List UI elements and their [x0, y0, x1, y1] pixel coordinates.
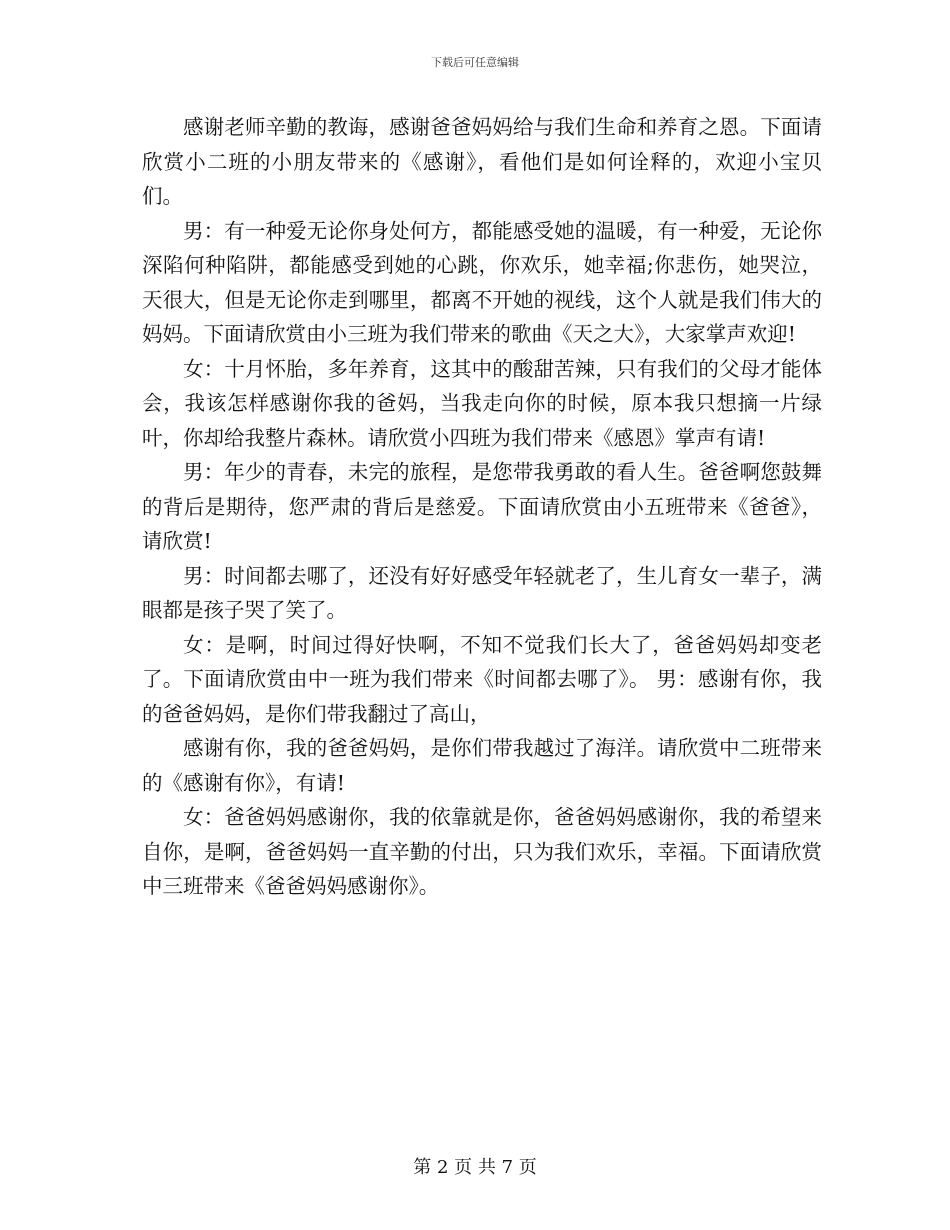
paragraph-6: 女：是啊，时间过得好快啊，不知不觉我们长大了，爸爸妈妈却变老了。下面请欣赏由中一班为我们带来《时间都去哪了》。 男：感谢有你，我的爸爸妈妈，是你们带我翻过了高山，: [142, 632, 822, 726]
paragraph-1: 感谢老师辛勤的教诲，感谢爸爸妈妈给与我们生命和养育之恩。下面请欣赏小二班的小朋友带来的《感谢》，看他们是如何诠释的，欢迎小宝贝们。: [142, 115, 822, 208]
page-number-footer: 第 2 页 共 7 页: [413, 1157, 537, 1178]
page-header-note: 下载后可任意编辑: [431, 56, 519, 69]
document-body: [142, 110, 822, 904]
paragraph-3: 女：十月怀胎，多年养育，这其中的酸甜苦辣，只有我们的父母才能体会，我该怎样感谢你我的爸妈，当我走向你的时候，原本我只想摘一片绿叶，你却给我整片森林。请欣赏小四班为我们带来《感恩》掌声有请!: [142, 356, 822, 450]
paragraph-7: 感谢有你，我的爸爸妈妈，是你们带我越过了海洋。请欣赏中二班带来的《感谢有你》，有请!: [142, 736, 822, 795]
paragraph-4: 男：年少的青春，未完的旅程，是您带我勇敢的看人生。爸爸啊您鼓舞的背后是期待，您严肃的背后是慈爱。下面请欣赏由小五班带来《爸爸》，请欣赏!: [142, 460, 822, 553]
paragraph-5: 男：时间都去哪了，还没有好好感受年轻就老了，生儿育女一辈子，满眼都是孩子哭了笑了。: [142, 563, 822, 622]
paragraph-2: 男：有一种爱无论你身处何方，都能感受她的温暖，有一种爱，无论你深陷何种陷阱，都能感受到她的心跳，你欢乐，她幸福;你悲伤，她哭泣，天很大，但是无论你走到哪里，都离不开她的视线，这个人就是我们伟大的妈妈。下面请欣赏由小三班为我们带来的歌曲《天之大》，大家掌声欢迎!: [142, 218, 822, 346]
paragraph-8: 女：爸爸妈妈感谢你，我的依靠就是你，爸爸妈妈感谢你，我的希望来自你，是啊，爸爸妈妈一直辛勤的付出，只为我们欢乐，幸福。下面请欣赏中三班带来《爸爸妈妈感谢你》。: [142, 805, 822, 898]
